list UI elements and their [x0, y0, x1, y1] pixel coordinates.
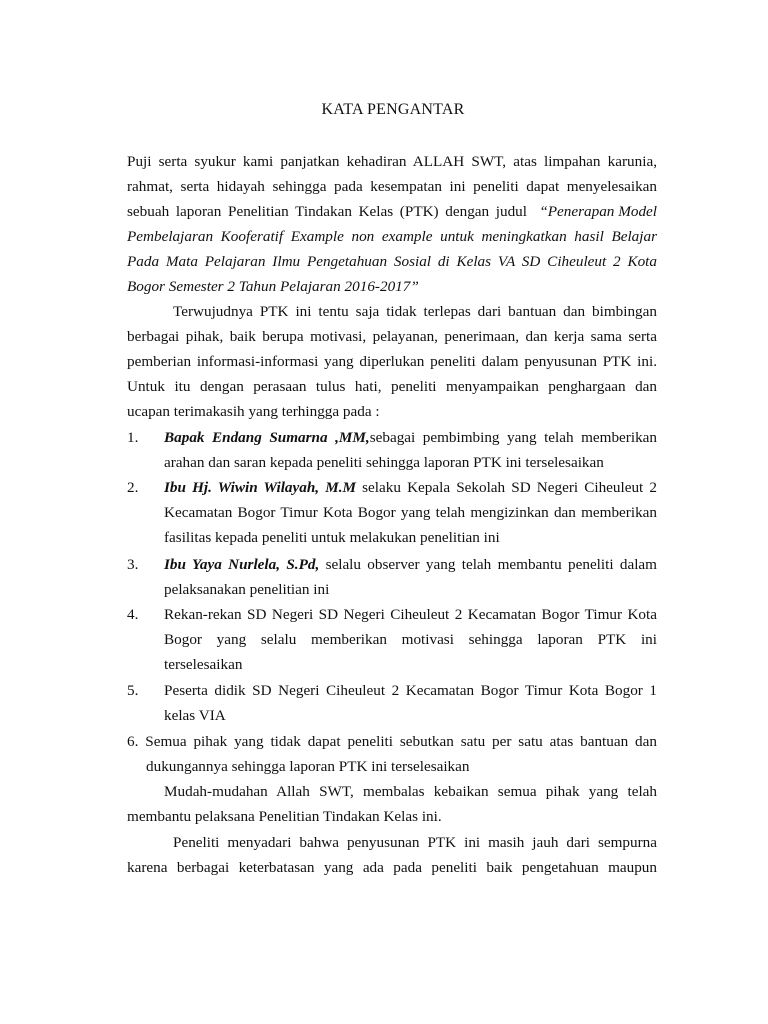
list-item-3-number: 3.	[127, 556, 139, 573]
intro-title-line-1: Pembelajaran Kooferatif Example non example untuk meningkatkan hasil Belajar	[127, 228, 657, 245]
list-item-1-number: 1.	[127, 429, 139, 446]
list-item-3-line-2: pelaksanakan penelitian ini	[164, 581, 330, 598]
para4-line-1: Peneliti menyadari bahwa penyusunan PTK ini masih jauh dari sempurna	[173, 834, 657, 851]
list-item-2-number: 2.	[127, 479, 139, 496]
intro-title-line-3: Bogor Semester 2 Tahun Pelajaran 2016-2017”	[127, 278, 419, 295]
list-item-4-line-1: Rekan-rekan SD Negeri SD Negeri Ciheuleut 2 Kecamatan Bogor Timur Kota	[164, 606, 657, 623]
intro-line-3-text: sebuah laporan Penelitian Tindakan Kelas (PTK) dengan judul	[127, 203, 527, 220]
list-item-2-text: selaku Kepala Sekolah SD Negeri Ciheuleut 2	[356, 479, 657, 496]
list-item-2-line-2: Kecamatan Bogor Timur Kota Bogor yang telah mengizinkan dan memberikan	[164, 504, 657, 521]
para2-line-1: Terwujudnya PTK ini tentu saja tidak terlepas dari bantuan dan bimbingan	[173, 303, 657, 320]
list-item-3-name: Ibu Yaya Nurlela, S.Pd,	[164, 556, 320, 573]
list-item-6-line-2: dukungannya sehingga laporan PTK ini terselesaikan	[146, 758, 470, 775]
list-item-2-line-3: fasilitas kepada peneliti untuk melakukan penelitian ini	[164, 529, 500, 546]
list-item-6-line-1: 6. Semua pihak yang tidak dapat peneliti sebutkan satu per satu atas bantuan dan	[127, 733, 657, 750]
list-item-5-number: 5.	[127, 682, 139, 699]
list-item-2-line-1	[164, 478, 657, 498]
para4-line-2: karena berbagai keterbatasan yang ada pada peneliti baik pengetahuan maupun	[127, 859, 657, 876]
page-title: KATA PENGANTAR	[321, 101, 465, 118]
list-item-4-line-3: terselesaikan	[164, 656, 243, 673]
para3-line-2: membantu pelaksana Penelitian Tindakan Kelas ini.	[127, 808, 442, 825]
list-item-5-line-2: kelas VIA	[164, 707, 226, 724]
list-item-1-name: Bapak Endang Sumarna ,MM,	[164, 429, 370, 446]
para2-line-2: berbagai pihak, baik berupa motivasi, pelayanan, penerimaan, dan kerja sama serta	[127, 328, 657, 345]
list-item-4-line-2: Bogor yang selalu memberikan motivasi sehingga laporan PTK ini	[164, 631, 657, 648]
intro-line-2: rahmat, serta hidayah sehingga pada kesempatan ini peneliti dapat menyelesaikan	[127, 178, 657, 195]
para2-line-5: ucapan terimakasih yang terhingga pada :	[127, 403, 380, 420]
list-item-2-name: Ibu Hj. Wiwin Wilayah, M.M	[164, 479, 357, 496]
intro-line-1: Puji serta syukur kami panjatkan kehadiran ALLAH SWT, atas limpahan karunia,	[127, 153, 657, 170]
list-item-5-line-1: Peserta didik SD Negeri Ciheuleut 2 Kecamatan Bogor Timur Kota Bogor 1	[164, 682, 657, 699]
intro-line-3-title-start: “Penerapan Model	[539, 203, 657, 220]
list-item-1-text: sebagai pembimbing yang telah memberikan	[369, 429, 657, 446]
list-item-3-text: selalu observer yang telah membantu peneliti dalam	[319, 556, 657, 573]
list-item-1-line-1	[164, 428, 657, 448]
list-item-4-number: 4.	[127, 606, 139, 623]
para3-line-1: Mudah-mudahan Allah SWT, membalas kebaikan semua pihak yang telah	[164, 783, 657, 800]
intro-title-line-2: Pada Mata Pelajaran Ilmu Pengetahuan Sosial di Kelas VA SD Ciheuleut 2 Kota	[127, 253, 657, 270]
intro-line-3	[127, 202, 657, 222]
para2-line-4: Untuk itu dengan perasaan tulus hati, peneliti menyampaikan penghargaan dan	[127, 378, 657, 395]
para2-line-3: pemberian informasi-informasi yang diperlukan peneliti dalam penyusunan PTK ini.	[127, 353, 657, 370]
list-item-3-line-1	[164, 555, 657, 575]
list-item-1-line-2: arahan dan saran kepada peneliti sehingga laporan PTK ini terselesaikan	[164, 454, 604, 471]
